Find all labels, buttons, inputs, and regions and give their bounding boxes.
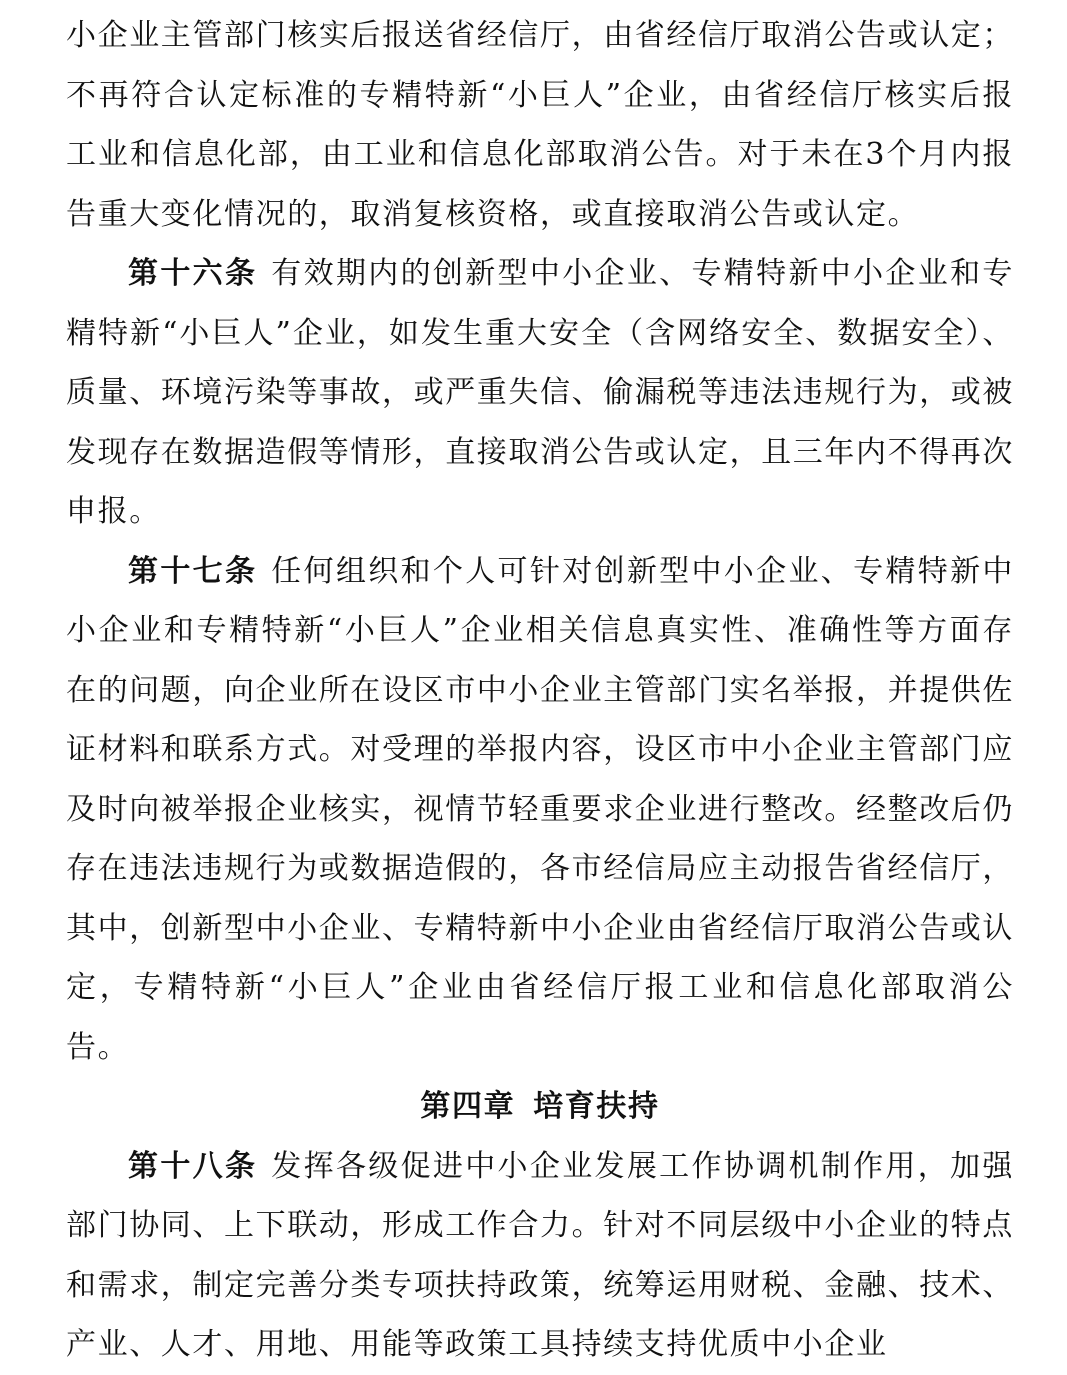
paragraph-text: 小企业主管部门核实后报送省经信厅，由省经信厅取消公告或认定；不再符合认定标准的专精特新“小巨人”企业，由省经信厅核实后报工业和信息化部，由工业和信息化部取消公告。对于未在3个月内报告重大变化情况的，取消复核资格，或直接取消公告或认定。 <box>66 18 1014 232</box>
article-text: 任何组织和个人可针对创新型中小企业、专精特新中小企业和专精特新“小巨人”企业相关信息真实性、准确性等方面存在的问题，向企业所在设区市中小企业主管部门实名举报，并提供佐证材料和联系方式。对受理的举报内容，设区市中小企业主管部门应及时向被举报企业核实，视情节轻重要求企业进行整改。经整改后仍存在违法违规行为或数据造假的，各市经信局应主动报告省经信厅，其中，创新型中小企业、专精特新中小企业由省经信厅取消公告或认定，专精特新“小巨人”企业由省经信厅报工业和信息化部取消公告。 <box>66 553 1014 1065</box>
chapter-number: 第四章 <box>420 1089 516 1124</box>
article-text: 有效期内的创新型中小企业、专精特新中小企业和专精特新“小巨人”企业，如发生重大安全（含网络安全、数据安全）、质量、环境污染等事故，或严重失信、偷漏税等违法违规行为，或被发现存在数据造假等情形，直接取消公告或认定，且三年内不得再次申报。 <box>66 256 1014 529</box>
article-number: 第十八条 <box>128 1148 258 1184</box>
article-text: 发挥各级促进中小企业发展工作协调机制作用，加强部门协同、上下联动，形成工作合力。针对不同层级中小企业的特点和需求，制定完善分类专项扶持政策，统筹运用财税、金融、技术、产业、人才、用地、用能等政策工具持续支持优质中小企业 <box>66 1148 1014 1362</box>
article-16 <box>66 244 1014 542</box>
article-number: 第十六条 <box>128 256 258 291</box>
article-17 <box>66 542 1014 1078</box>
article-number: 第十七条 <box>128 553 258 589</box>
chapter-heading <box>66 1077 1014 1137</box>
chapter-title: 培育扶持 <box>533 1089 660 1124</box>
article-18 <box>66 1137 1014 1375</box>
document-page <box>66 6 1014 1375</box>
paragraph-continuation <box>66 6 1014 244</box>
